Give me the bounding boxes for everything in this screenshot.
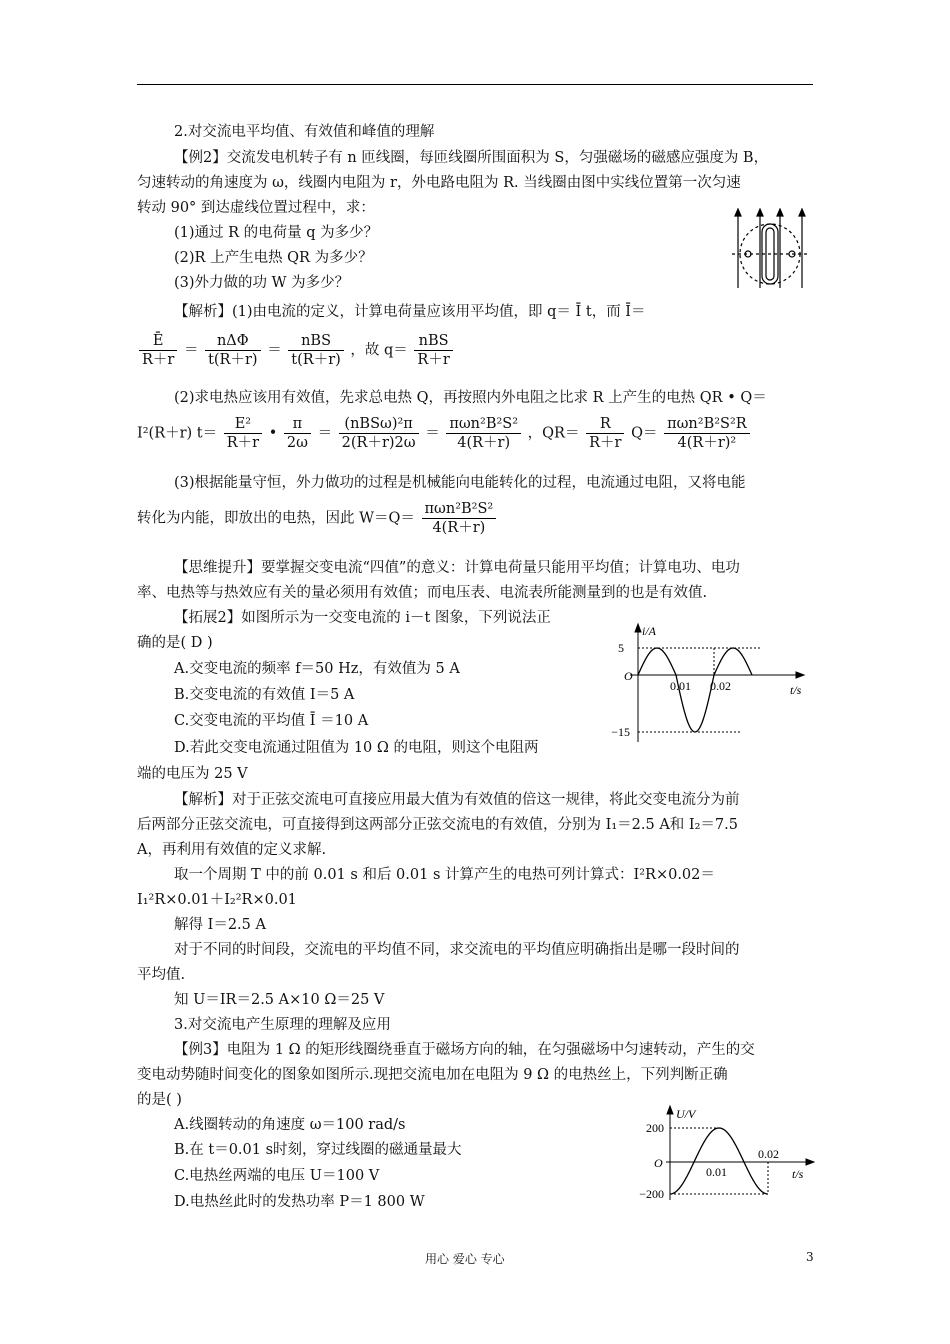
question-3: (3)外力做的功 W 为多少？ (174, 275, 350, 291)
x-axis-label: t/s (790, 683, 802, 697)
y-axis-label: U/V (676, 1107, 696, 1121)
footer-text: 用心 爱心 专心 (425, 1252, 505, 1266)
example-line: 变电动势随时间变化的图象如图所示.现把交流电加在电阻为 9 Ω 的电热丝上，下列判断正确 (137, 1067, 728, 1083)
example-line: 的是( ) (137, 1092, 182, 1108)
origin-label: O (624, 669, 633, 683)
question-1: (1)通过 R 的电荷量 q 为多少？ (174, 225, 379, 241)
y-tick-label: 5 (618, 641, 624, 655)
analysis-line: (2)求电热应该用有效值，先求总电热 Q，再按照内外电阻之比求 R 上产生的电热 QR • Q＝ (174, 390, 767, 406)
x-tick-label: 0.02 (758, 1147, 779, 1161)
example-line: 【例3】电阻为 1 Ω 的矩形线圈绕垂直于磁场方向的轴，在匀强磁场中匀速转动，产生的交 (174, 1042, 755, 1058)
equation-heat: I²(R＋r) t＝ $\frac{\text{E²}}{R+r}$ • $\frac{\pi}{2\omega}$ ＝ $\frac{\text{(nBSω)²π}}{2(R+r)2\omega}$ ＝ $\frac{\text{πωn²B²S²}}{4(R+r)}$ ，QR＝ $\frac{R}{R+r}$ Q＝ $\frac{\text{πωn²B²S²R}}{\text{4(R＋r)²}}$ (137, 415, 752, 452)
example-line: 匀速转动的角速度为 ω，线圈内电阻为 r，外电路电阻为 R. 当线圈由图中实线位置第一次匀速 (137, 175, 741, 191)
analysis-line: 知 U＝IR＝2.5 A×10 Ω＝25 V (174, 992, 385, 1008)
option-d: D.若此交变电流通过阻值为 10 Ω 的电阻，则这个电阻两 (174, 740, 539, 756)
current-time-graph (610, 618, 810, 746)
x-axis-label: t/s (792, 1167, 804, 1181)
analysis-line: 解得 I＝2.5 A (174, 917, 266, 933)
analysis-line: 后两部分正弦交流电，可直接得到这两部分正弦交流电的有效值，分别为 I₁＝2.5 A和 I₂＝7.5 (137, 817, 738, 833)
y-tick-label: −200 (639, 1187, 664, 1201)
extension-line: 确的是( D ) (137, 635, 213, 651)
analysis-line: 取一个周期 T 中的前 0.01 s 和后 0.01 s 计算产生的电热可列计算式：I²R×0.02＝ (174, 867, 715, 883)
option-d-cont: 端的电压为 25 V (137, 766, 248, 782)
analysis-line: 对于不同的时间段，交流电的平均值不同，求交流电的平均值应明确指出是哪一段时间的 (174, 942, 740, 958)
option-b: B.交变电流的有效值 I＝5 A (174, 687, 355, 703)
option-a: A.线圈转动的角速度 ω＝100 rad/s (174, 1117, 406, 1133)
option-d: D.电热丝此时的发热功率 P＝1 800 W (174, 1194, 425, 1210)
coil-in-field-figure (728, 208, 810, 290)
origin-label: O (654, 1156, 663, 1170)
analysis-line: (3)根据能量守恒，外力做功的过程是机械能向电能转化的过程，电流通过电阻，又将电能 (174, 475, 746, 491)
page-number: 3 (806, 1250, 814, 1264)
section-title: 2.对交流电平均值、有效值和峰值的理解 (174, 124, 435, 140)
option-a: A.交变电流的频率 f＝50 Hz，有效值为 5 A (174, 661, 460, 677)
analysis-line: 【解析】对于正弦交流电可直接应用最大值为有效值的倍这一规律，将此交变电流分为前 (174, 792, 740, 808)
thinking-line: 率、电热等与热效应有关的量必须用有效值；而电压表、电流表所能测量到的也是有效值. (137, 585, 708, 601)
example-line: 【例2】交流发电机转子有 n 匝线圈，每匝线圈所围面积为 S，匀强磁场的磁感应强度为 B， (174, 150, 769, 166)
x-tick-label: 0.01 (706, 1165, 727, 1179)
section-title: 3.对交流电产生原理的理解及应用 (174, 1017, 391, 1033)
analysis-line: 平均值. (137, 967, 186, 983)
header-rule (137, 84, 813, 85)
question-2: (2)R 上产生电热 QR 为多少？ (174, 250, 373, 266)
extension-line: 【拓展2】如图所示为一交变电流的 i－t 图象，下列说法正 (174, 610, 551, 626)
voltage-time-graph (630, 1102, 815, 1202)
option-c: C.交变电流的平均值 Ī ＝10 A (174, 713, 369, 729)
analysis-line: I₁²R×0.01＋I₂²R×0.01 (137, 892, 297, 908)
analysis-line: 【解析】(1)由电流的定义，计算电荷量应该用平均值，即 q＝ Ī t，而 Ī＝ (174, 304, 646, 320)
option-b: B.在 t＝0.01 s时刻，穿过线圈的磁通量最大 (174, 1142, 462, 1158)
example-line: 转动 90° 到达虚线位置过程中，求： (137, 200, 375, 216)
equation-charge: $\frac{Ē}{R+r}$ ＝ $\frac{\text{nΔΦ}}{t(R+r)}$ ＝ $\frac{\text{nBS}}{t(R+r)}$ ，故 q＝ $\frac{\text{nBS}}{R+r}$ (137, 332, 455, 369)
y-tick-label: 200 (646, 1121, 664, 1135)
equation-work: 转化为内能，即放出的电热，因此 W＝Q＝ $\frac{\text{πωn²B²S²}}{4(R+r)}$ (137, 500, 498, 537)
y-tick-label: −15 (611, 725, 630, 739)
y-axis-label: i/A (642, 624, 656, 638)
x-tick-label: 0.01 (670, 679, 691, 693)
option-c: C.电热丝两端的电压 U＝100 V (174, 1168, 380, 1184)
analysis-line: A，再利用有效值的定义求解. (137, 842, 327, 858)
x-tick-label: 0.02 (710, 679, 731, 693)
thinking-line: 【思维提升】要掌握交变电流“四值”的意义：计算电荷量只能用平均值；计算电功、电功 (174, 560, 740, 576)
